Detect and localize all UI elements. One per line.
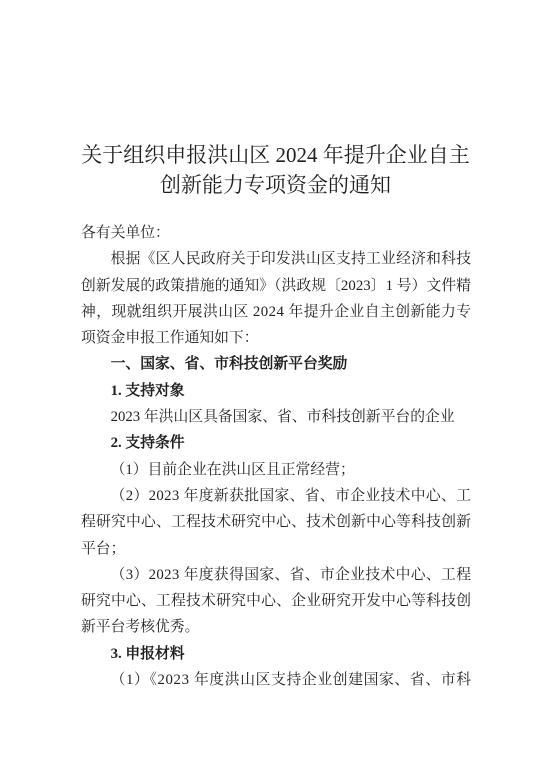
intro-line: 根据《区人民政府关于印发洪山区支持工业经济和科技 (110, 251, 472, 268)
condition-item (81, 457, 471, 483)
condition-item-line: （1）目前企业在洪山区且正常经营； (110, 461, 355, 478)
condition-item-line: 程研究中心、工程技术研究中心、技术创新中心等科技创新 (81, 514, 472, 531)
condition-item-line: （2）2023 年度新获批国家、省、市企业技术中心、工 (110, 487, 472, 504)
condition-item-line: 研究中心、工程技术研究中心、企业研究开发中心等科技创 (81, 593, 472, 610)
document-title (40, 141, 511, 200)
section-heading: 一、国家、省、市科技创新平台奖励 (110, 356, 348, 373)
materials-item-line: （1）《2023 年度洪山区支持企业创建国家、省、市科 (110, 672, 472, 689)
subsection-heading-application-materials: 3. 申报材料 (110, 645, 185, 662)
intro-paragraph (81, 246, 471, 351)
intro-line: 神，现就组织开展洪山区 2024 年提升企业自主创新能力专 (81, 303, 472, 320)
document-body (81, 220, 471, 693)
subsection-heading-support-conditions: 2. 支持条件 (110, 435, 185, 452)
condition-item (81, 483, 471, 562)
document-title-line: 关于组织申报洪山区 2024 年提升企业自主 (81, 143, 470, 167)
condition-item-line: 平台； (81, 540, 126, 557)
support-target-text: 2023 年洪山区具备国家、省、市科技创新平台的企业 (110, 409, 455, 426)
salutation: 各有关单位： (81, 225, 170, 241)
condition-item (81, 562, 471, 641)
intro-line: 项资金申报工作通知如下： (81, 330, 259, 347)
condition-item-line: 新平台考核优秀。 (81, 619, 200, 636)
subsection-heading-support-target: 1. 支持对象 (110, 382, 185, 399)
materials-item (81, 667, 471, 693)
document-title-line: 创新能力专项资金的通知 (160, 172, 391, 197)
intro-line: 创新发展的政策措施的通知》（洪政规〔2023〕1 号）文件精 (81, 277, 472, 294)
condition-item-line: （3）2023 年度获得国家、省、市企业技术中心、工程 (110, 566, 472, 583)
